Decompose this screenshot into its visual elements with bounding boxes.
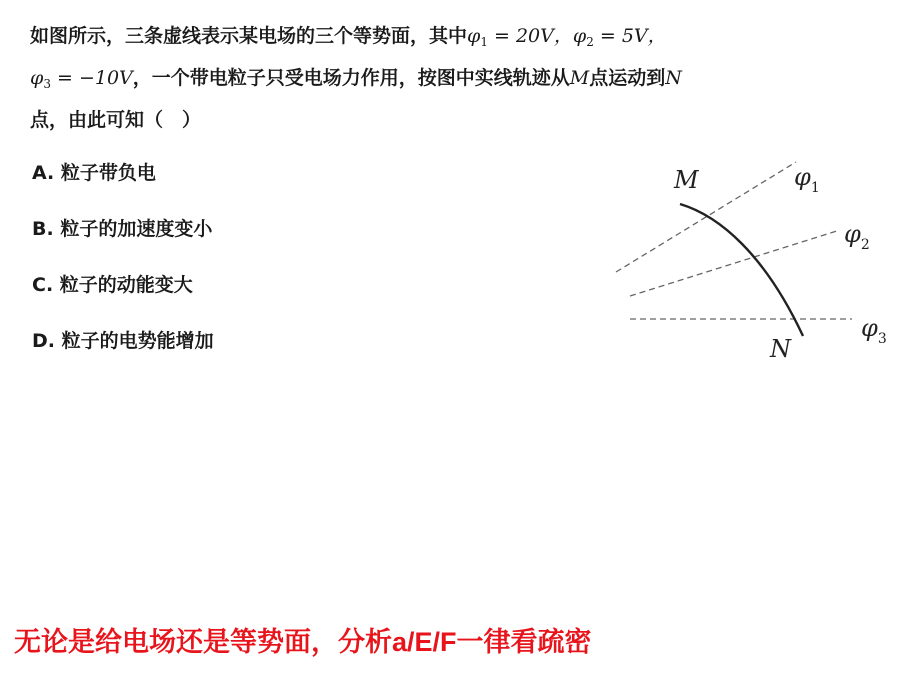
option-d[interactable]: D. 粒子的电势能增加 <box>32 330 214 352</box>
point-m: M <box>569 67 590 89</box>
equipotential-diagram <box>600 150 920 370</box>
phi2-value: = 5V， <box>593 25 667 47</box>
label-phi1: $\varphi_1$ <box>794 163 820 196</box>
question-line-3: 点，由此可知（ ） <box>30 109 202 131</box>
label-phi3: $\varphi_3$ <box>861 314 887 347</box>
label-n: N <box>770 335 791 363</box>
label-phi2: $\varphi_2$ <box>844 220 870 253</box>
question-intro: 如图所示，三条虚线表示某电场的三个等势面，其中 <box>30 25 468 47</box>
option-a[interactable]: A. 粒子带负电 <box>32 162 156 184</box>
equipotential-line-2 <box>630 230 840 296</box>
phi2-symbol: $\varphi_2$ <box>572 25 594 49</box>
teaching-note: 无论是给电场还是等势面，分析a/E/F一律看疏密 <box>14 627 592 657</box>
phi1-value: = 20V， <box>487 25 573 47</box>
point-n: N <box>665 67 682 89</box>
question-body-tail: 点运动到 <box>589 67 666 89</box>
label-m: M <box>674 166 699 194</box>
particle-trajectory <box>680 204 803 336</box>
option-b[interactable]: B. 粒子的加速度变小 <box>32 218 213 240</box>
equipotential-line-1 <box>616 162 796 272</box>
option-c[interactable]: C. 粒子的动能变大 <box>32 274 193 296</box>
question-text <box>30 18 900 138</box>
phi3-value: = −10V <box>50 67 133 89</box>
phi3-symbol: $\varphi_3$ <box>30 67 51 91</box>
question-line-1 <box>30 18 900 60</box>
answer-options <box>32 155 214 379</box>
phi1-symbol: $\varphi_1$ <box>467 25 488 49</box>
question-body: ，一个带电粒子只受电场力作用，按图中实线轨迹从 <box>132 67 570 89</box>
question-line-2 <box>30 60 900 102</box>
